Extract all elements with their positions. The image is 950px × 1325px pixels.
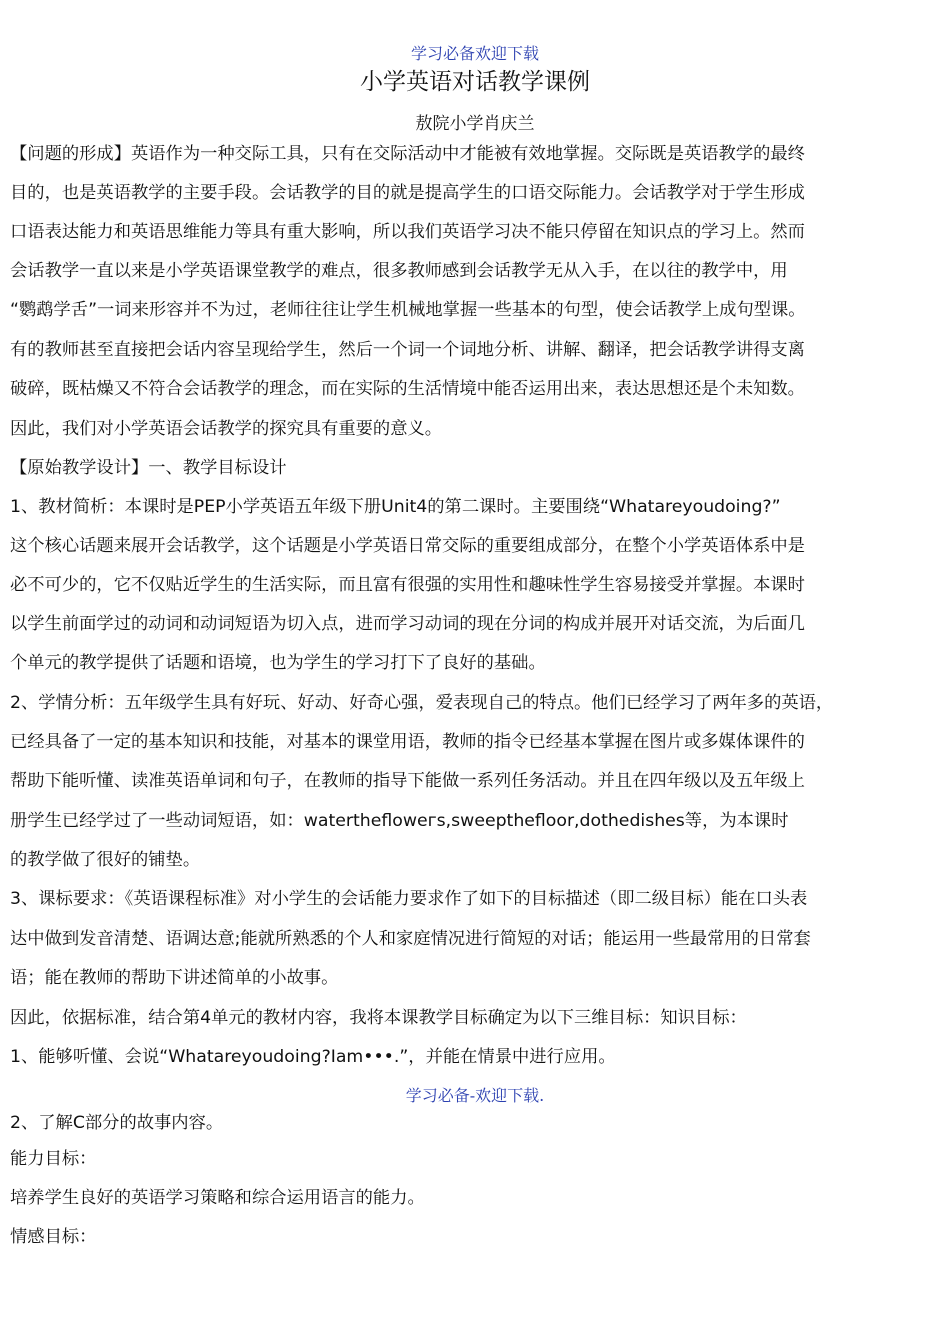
- body-line: 破碎，既枯燥又不符合会话教学的理念，而在实际的生活情境中能否运用出来，表达思想还是个未知数。: [10, 379, 805, 399]
- body-line: 册学生已经学过了一些动词短语，如：waterthefloweгs,sweepthefloor,dothedishes等，为本课时: [10, 811, 789, 831]
- body-line: 目的，也是英语教学的主要手段。会话教学的目的就是提高学生的口语交际能力。会话教学对于学生形成: [10, 183, 805, 203]
- body-line: 帮助下能听懂、读准英语单词和句子，在教师的指导下能做一系列任务活动。并且在四年级以及五年级上: [10, 771, 805, 791]
- section-label: 情感目标：: [10, 1227, 97, 1247]
- body-line: 1、能够听懂、会说“Whatareyoudoing?Iam•••.”，并能在情景中进行应用。: [10, 1047, 616, 1067]
- body-line: 以学生前面学过的动词和动词短语为切入点，进而学习动词的现在分词的构成并展开对话交流，为后面几: [10, 614, 805, 634]
- section-label: 能力目标：: [10, 1149, 97, 1169]
- body-line: 2、了解C部分的故事内容。: [10, 1113, 224, 1133]
- header-banner: 学习必备欢迎下载: [410, 44, 539, 63]
- body-line: 【问题的形成】英语作为一种交际工具，只有在交际活动中才能被有效地掌握。交际既是英语教学的最终: [10, 144, 805, 164]
- section-heading: 【原始教学设计】一、教学目标设计: [10, 458, 287, 478]
- body-line: 口语表达能力和英语思维能力等具有重大影响，所以我们英语学习决不能只停留在知识点的学习上。然而: [10, 222, 805, 242]
- body-line: “鹦鹉学舌”一词来形容并不为过，老师往往让学生机械地掌握一些基本的句型，使会话教学上成句型课。: [10, 300, 806, 320]
- body-line: 达中做到发音清楚、语调达意;能就所熟悉的个人和家庭情况进行简短的对话；能运用一些最常用的日常套: [10, 929, 811, 949]
- page-title: 小学英语对话教学课例: [360, 69, 590, 95]
- body-line: 的教学做了很好的铺垫。: [10, 850, 201, 870]
- body-line: 3、课标要求：《英语课程标准》对小学生的会话能力要求作了如下的目标描述（即二级目标）能在口头表: [10, 889, 808, 909]
- body-line: 会话教学一直以来是小学英语课堂教学的难点，很多教师感到会话教学无从入手，在以往的教学中，用: [10, 261, 788, 281]
- author-line: 敖院小学肖庆兰: [415, 114, 535, 134]
- body-line: 因此，我们对小学英语会话教学的探究具有重要的意义。: [10, 419, 443, 439]
- body-line: 必不可少的，它不仅贴近学生的生活实际，而且富有很强的实用性和趣味性学生容易接受并掌握。本课时: [10, 575, 805, 595]
- body-line: 个单元的教学提供了话题和语境，也为学生的学习打下了良好的基础。: [10, 653, 546, 673]
- body-line: 已经具备了一定的基本知识和技能，对基本的课堂用语，教师的指令已经基本掌握在图片或多媒体课件的: [10, 732, 805, 752]
- body-line: 语；能在教师的帮助下讲述简单的小故事。: [10, 968, 339, 988]
- mid-banner: 学习必备-欢迎下载.: [405, 1086, 545, 1105]
- body-line: 2、学情分析：五年级学生具有好玩、好动、好奇心强，爱表现自己的特点。他们已经学习了两年多的英语，: [10, 693, 834, 713]
- body-line: 这个核心话题来展开会话教学，这个话题是小学英语日常交际的重要组成部分，在整个小学英语体系中是: [10, 536, 805, 556]
- body-line: 因此，依据标准，结合第4单元的教材内容，我将本课教学目标确定为以下三维目标：知识目标：: [10, 1008, 747, 1028]
- body-line: 培养学生良好的英语学习策略和综合运用语言的能力。: [10, 1188, 425, 1208]
- body-line: 1、教材简析：本课时是PEP小学英语五年级下册Unit4的第二课时。主要围绕“Whatareyoudoing?”: [10, 497, 781, 517]
- body-line: 有的教师甚至直接把会话内容呈现给学生，然后一个词一个词地分析、讲解、翻译，把会话教学讲得支离: [10, 340, 805, 360]
